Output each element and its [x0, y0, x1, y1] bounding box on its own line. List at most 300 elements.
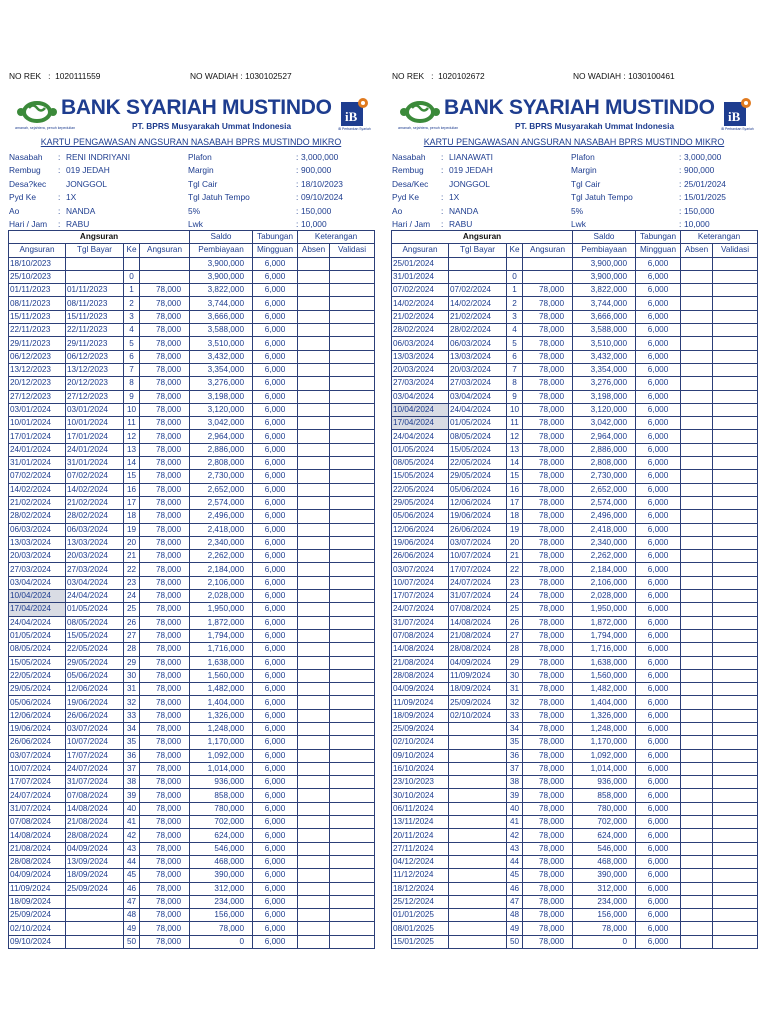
cell-validasi: [330, 789, 375, 802]
cell-angsuran-date: 29/05/2024: [9, 683, 66, 696]
cell-angsuran-date: 14/08/2024: [9, 829, 66, 842]
nasabah-value: LIANAWATI: [449, 152, 493, 162]
cell-ke: 48: [124, 909, 140, 922]
cell-validasi: [713, 257, 758, 270]
cell-angsuran: 78,000: [140, 909, 190, 922]
cell-absen: [681, 350, 713, 363]
cell-validasi: [713, 443, 758, 456]
table-row: [392, 696, 758, 709]
cell-tgl-bayar: 08/05/2024: [66, 616, 124, 629]
colon: :: [441, 165, 444, 176]
cell-mingguan: 6,000: [253, 816, 298, 829]
hari-jam-label: Hari / Jam: [9, 218, 48, 229]
cell-ke: 36: [124, 749, 140, 762]
table-row: [392, 390, 758, 403]
cell-tgl-bayar: [449, 935, 507, 948]
cell-saldo: 3,042,000: [190, 417, 253, 430]
cell-mingguan: 6,000: [636, 855, 681, 868]
cell-mingguan: 6,000: [253, 443, 298, 456]
cell-angsuran: 78,000: [523, 563, 573, 576]
colon: :: [679, 192, 682, 203]
cell-mingguan: 6,000: [253, 656, 298, 669]
cell-angsuran: 78,000: [523, 350, 573, 363]
cell-tgl-bayar: 31/01/2024: [66, 457, 124, 470]
cell-absen: [298, 776, 330, 789]
cell-ke: 34: [124, 722, 140, 735]
cell-validasi: [330, 284, 375, 297]
cell-absen: [298, 576, 330, 589]
cell-angsuran: 78,000: [523, 457, 573, 470]
cell-angsuran-date: 25/09/2024: [392, 722, 449, 735]
cell-mingguan: 6,000: [253, 550, 298, 563]
ib-caption: iB Perbankan Syariah: [338, 127, 371, 131]
bank-logo-icon: [16, 96, 58, 130]
cell-angsuran: 78,000: [140, 789, 190, 802]
table-row: [392, 616, 758, 629]
cell-mingguan: 6,000: [636, 709, 681, 722]
header-tabungan: Tabungan: [636, 231, 681, 244]
nowadiah-label: NO WADIAH : 1030102527: [190, 71, 292, 81]
cell-saldo: 3,744,000: [573, 297, 636, 310]
table-row: [392, 430, 758, 443]
ib-caption: iB Perbankan Syariah: [721, 127, 754, 131]
cell-angsuran: 78,000: [523, 882, 573, 895]
cell-saldo: 1,872,000: [190, 616, 253, 629]
cell-tgl-bayar: 13/03/2024: [449, 350, 507, 363]
cell-validasi: [330, 403, 375, 416]
cell-saldo: 1,482,000: [190, 683, 253, 696]
cell-ke: 16: [507, 483, 523, 496]
cell-ke: 7: [124, 363, 140, 376]
table-row: [392, 270, 758, 283]
table-row: [9, 417, 375, 430]
cell-absen: [681, 816, 713, 829]
cell-absen: [298, 736, 330, 749]
cell-absen: [681, 536, 713, 549]
cell-saldo: 2,106,000: [190, 576, 253, 589]
cell-saldo: 2,808,000: [190, 457, 253, 470]
bank-logo-icon: [399, 96, 441, 130]
cell-ke: 12: [507, 430, 523, 443]
cell-ke: 37: [124, 762, 140, 775]
cell-saldo: 0: [573, 935, 636, 948]
cell-angsuran: 78,000: [140, 337, 190, 350]
cell-ke: 41: [507, 816, 523, 829]
cell-absen: [298, 909, 330, 922]
cell-validasi: [713, 297, 758, 310]
cell-mingguan: 6,000: [636, 603, 681, 616]
cell-tgl-bayar: 03/04/2024: [66, 576, 124, 589]
table-row: [9, 669, 375, 682]
cell-mingguan: 6,000: [253, 403, 298, 416]
cell-mingguan: 6,000: [636, 736, 681, 749]
cell-ke: 44: [124, 855, 140, 868]
cell-ke: 29: [507, 656, 523, 669]
cell-absen: [681, 656, 713, 669]
cell-validasi: [330, 696, 375, 709]
cell-absen: [298, 363, 330, 376]
table-row: [9, 576, 375, 589]
cell-tgl-bayar: 15/05/2024: [449, 443, 507, 456]
cell-saldo: 3,042,000: [573, 417, 636, 430]
cell-tgl-bayar: 28/02/2024: [66, 510, 124, 523]
cell-angsuran-date: 21/08/2024: [9, 842, 66, 855]
cell-mingguan: 6,000: [253, 802, 298, 815]
cell-absen: [298, 895, 330, 908]
header-tabungan: Tabungan: [253, 231, 298, 244]
cell-absen: [681, 829, 713, 842]
cell-ke: 40: [507, 802, 523, 815]
cell-absen: [681, 669, 713, 682]
cell-ke: 15: [507, 470, 523, 483]
cell-ke: 42: [124, 829, 140, 842]
cell-validasi: [330, 563, 375, 576]
cell-tgl-bayar: [449, 257, 507, 270]
table-row: [392, 922, 758, 935]
cell-angsuran-date: 10/07/2024: [9, 762, 66, 775]
cell-saldo: 3,822,000: [573, 284, 636, 297]
cell-mingguan: 6,000: [253, 749, 298, 762]
cell-validasi: [330, 270, 375, 283]
cell-saldo: 3,276,000: [190, 377, 253, 390]
cell-angsuran: 78,000: [523, 470, 573, 483]
cell-absen: [298, 789, 330, 802]
table-row: [392, 643, 758, 656]
cell-ke: 11: [124, 417, 140, 430]
cell-mingguan: 6,000: [636, 350, 681, 363]
cell-mingguan: 6,000: [636, 696, 681, 709]
cell-absen: [298, 669, 330, 682]
cell-angsuran-date: 31/01/2024: [392, 270, 449, 283]
cell-mingguan: 6,000: [253, 842, 298, 855]
cell-tgl-bayar: [449, 802, 507, 815]
cell-tgl-bayar: [449, 816, 507, 829]
lwk-value: 10,000: [301, 218, 327, 229]
cell-angsuran-date: 25/01/2024: [392, 257, 449, 270]
cell-validasi: [330, 350, 375, 363]
cell-tgl-bayar: 13/12/2023: [66, 363, 124, 376]
cell-angsuran: 78,000: [140, 350, 190, 363]
cell-saldo: 234,000: [190, 895, 253, 908]
header-keterangan: Keterangan: [681, 231, 758, 244]
cell-absen: [681, 909, 713, 922]
cell-validasi: [713, 483, 758, 496]
table-row: [9, 802, 375, 815]
cell-angsuran: 78,000: [523, 789, 573, 802]
cell-ke: 47: [124, 895, 140, 908]
cell-validasi: [330, 669, 375, 682]
cell-angsuran: 78,000: [140, 656, 190, 669]
cell-tgl-bayar: 24/07/2024: [66, 762, 124, 775]
cell-ke: 45: [124, 869, 140, 882]
cell-saldo: 3,354,000: [190, 363, 253, 376]
cell-mingguan: 6,000: [636, 656, 681, 669]
table-row: [392, 629, 758, 642]
cell-absen: [298, 643, 330, 656]
cell-ke: 10: [124, 403, 140, 416]
cell-tgl-bayar: 19/06/2024: [66, 696, 124, 709]
cell-absen: [298, 683, 330, 696]
cell-angsuran: 78,000: [140, 749, 190, 762]
cell-mingguan: 6,000: [636, 922, 681, 935]
cell-saldo: 624,000: [190, 829, 253, 842]
cell-validasi: [713, 324, 758, 337]
cell-ke: 45: [507, 869, 523, 882]
table-row: [9, 270, 375, 283]
table-row: [392, 909, 758, 922]
cell-validasi: [330, 603, 375, 616]
cell-tgl-bayar: [449, 270, 507, 283]
table-row: [392, 882, 758, 895]
cell-angsuran: 78,000: [140, 776, 190, 789]
table-row: [9, 443, 375, 456]
table-row: [9, 935, 375, 948]
plafon-value: 3,000,000: [301, 152, 339, 162]
rembug-label: Rembug: [9, 165, 41, 176]
cell-validasi: [713, 377, 758, 390]
cell-angsuran: 78,000: [140, 297, 190, 310]
cell-absen: [298, 869, 330, 882]
cell-angsuran: 78,000: [523, 483, 573, 496]
cell-tgl-bayar: 27/12/2023: [66, 390, 124, 403]
cell-angsuran-date: 02/10/2024: [9, 922, 66, 935]
cell-angsuran-date: 27/12/2023: [9, 390, 66, 403]
cell-saldo: 936,000: [573, 776, 636, 789]
cell-saldo: 0: [190, 935, 253, 948]
cell-angsuran-date: 08/05/2024: [9, 643, 66, 656]
cell-validasi: [330, 882, 375, 895]
cell-angsuran: 78,000: [523, 895, 573, 908]
cell-validasi: [713, 736, 758, 749]
cell-mingguan: 6,000: [636, 816, 681, 829]
cell-validasi: [713, 337, 758, 350]
cell-mingguan: 6,000: [636, 669, 681, 682]
cell-tgl-bayar: 10/07/2024: [449, 550, 507, 563]
table-row: [392, 550, 758, 563]
card-title: KARTU PENGAWASAN ANGSURAN NASABAH BPRS MUSTINDO MIKRO: [423, 137, 725, 147]
cell-absen: [298, 749, 330, 762]
cell-angsuran: 78,000: [523, 284, 573, 297]
cell-angsuran: 78,000: [140, 377, 190, 390]
cell-angsuran: 78,000: [523, 736, 573, 749]
table-row: [9, 563, 375, 576]
cell-saldo: 2,886,000: [573, 443, 636, 456]
cell-validasi: [713, 842, 758, 855]
cell-angsuran-date: 18/09/2024: [392, 709, 449, 722]
cell-saldo: 2,574,000: [573, 496, 636, 509]
cell-angsuran-date: 15/01/2025: [392, 935, 449, 948]
cell-ke: 23: [124, 576, 140, 589]
cell-absen: [681, 643, 713, 656]
colon: :: [296, 218, 299, 229]
cell-tgl-bayar: 24/04/2024: [449, 403, 507, 416]
table-row: [392, 656, 758, 669]
bank-subtitle: PT. BPRS Musyarakah Ummat Indonesia: [132, 121, 292, 131]
cell-angsuran: [140, 257, 190, 270]
cell-absen: [681, 762, 713, 775]
cell-mingguan: 6,000: [253, 284, 298, 297]
cell-angsuran: 78,000: [140, 563, 190, 576]
cell-tgl-bayar: 29/11/2023: [66, 337, 124, 350]
cell-saldo: 2,964,000: [573, 430, 636, 443]
norek-value: 1020111559: [55, 71, 101, 81]
cell-validasi: [713, 829, 758, 842]
cell-mingguan: 6,000: [253, 616, 298, 629]
rembug-value: 019 JEDAH: [66, 165, 110, 176]
cell-ke: 18: [507, 510, 523, 523]
cell-saldo: 2,418,000: [190, 523, 253, 536]
cell-ke: 40: [124, 802, 140, 815]
cell-tgl-bayar: 12/06/2024: [66, 683, 124, 696]
cell-angsuran-date: 28/02/2024: [392, 324, 449, 337]
cell-saldo: 2,652,000: [190, 483, 253, 496]
pyd-ke-label: Pyd Ke: [9, 192, 37, 203]
cell-angsuran: 78,000: [523, 922, 573, 935]
cell-validasi: [330, 470, 375, 483]
cell-mingguan: 6,000: [636, 536, 681, 549]
cell-mingguan: 6,000: [253, 430, 298, 443]
cell-tgl-bayar: 05/06/2024: [66, 669, 124, 682]
cell-absen: [298, 430, 330, 443]
cell-saldo: 1,872,000: [573, 616, 636, 629]
colon: :: [58, 152, 61, 162]
cell-tgl-bayar: 14/02/2024: [66, 483, 124, 496]
table-row: [392, 443, 758, 456]
table-subheader-row: [392, 244, 758, 257]
cell-validasi: [713, 457, 758, 470]
cell-ke: 46: [124, 882, 140, 895]
cell-angsuran-date: 04/12/2024: [392, 855, 449, 868]
cell-tgl-bayar: [449, 922, 507, 935]
cell-validasi: [713, 496, 758, 509]
cell-ke: 46: [507, 882, 523, 895]
cell-validasi: [330, 869, 375, 882]
cell-absen: [298, 270, 330, 283]
cell-absen: [298, 297, 330, 310]
margin-amount: 150,000: [684, 205, 715, 216]
table-row: [392, 510, 758, 523]
cell-validasi: [713, 882, 758, 895]
cell-angsuran: 78,000: [140, 536, 190, 549]
table-row: [392, 377, 758, 390]
cell-absen: [298, 816, 330, 829]
cell-angsuran: 78,000: [523, 576, 573, 589]
cell-tgl-bayar: [449, 789, 507, 802]
table-row: [9, 470, 375, 483]
cell-mingguan: 6,000: [253, 457, 298, 470]
cell-saldo: 1,482,000: [573, 683, 636, 696]
cell-tgl-bayar: 14/08/2024: [66, 802, 124, 815]
header-mingguan: Mingguan: [636, 244, 681, 257]
cell-angsuran-date: 09/10/2024: [9, 935, 66, 948]
cell-saldo: 1,404,000: [573, 696, 636, 709]
cell-saldo: 3,900,000: [190, 257, 253, 270]
cell-tgl-bayar: 06/12/2023: [66, 350, 124, 363]
cell-angsuran: 78,000: [140, 935, 190, 948]
card-title: KARTU PENGAWASAN ANGSURAN NASABAH BPRS MUSTINDO MIKRO: [40, 137, 342, 147]
table-row: [392, 869, 758, 882]
cell-mingguan: 6,000: [636, 496, 681, 509]
table-row: [392, 776, 758, 789]
cell-ke: 26: [124, 616, 140, 629]
table-row: [9, 709, 375, 722]
cell-angsuran-date: 24/01/2024: [9, 443, 66, 456]
cell-tgl-bayar: 10/07/2024: [66, 736, 124, 749]
colon: :: [679, 152, 682, 162]
cell-ke: 0: [507, 270, 523, 283]
cell-angsuran: 78,000: [523, 842, 573, 855]
cell-angsuran-date: 04/09/2024: [392, 683, 449, 696]
table-row: [392, 855, 758, 868]
cell-angsuran: 78,000: [523, 669, 573, 682]
norek-label: NO REK : 1020111559: [9, 71, 101, 81]
cell-validasi: [330, 842, 375, 855]
cell-absen: [298, 696, 330, 709]
cell-tgl-bayar: [449, 749, 507, 762]
cell-mingguan: 6,000: [253, 310, 298, 323]
cell-angsuran: 78,000: [523, 523, 573, 536]
cell-absen: [298, 722, 330, 735]
cell-angsuran: 78,000: [140, 722, 190, 735]
cell-angsuran-date: 13/11/2024: [392, 816, 449, 829]
cell-angsuran: 78,000: [523, 297, 573, 310]
plafon-label: Plafon: [188, 152, 212, 162]
cell-absen: [298, 257, 330, 270]
cell-saldo: 390,000: [573, 869, 636, 882]
table-row: [392, 297, 758, 310]
cell-angsuran: [523, 270, 573, 283]
cell-angsuran: 78,000: [523, 802, 573, 815]
cell-angsuran-date: 13/03/2024: [392, 350, 449, 363]
cell-mingguan: 6,000: [253, 669, 298, 682]
cell-ke: 39: [507, 789, 523, 802]
cell-tgl-bayar: [66, 270, 124, 283]
cell-angsuran-date: 17/01/2024: [9, 430, 66, 443]
cell-ke: 30: [124, 669, 140, 682]
cell-tgl-bayar: 13/09/2024: [66, 855, 124, 868]
cell-mingguan: 6,000: [636, 842, 681, 855]
cell-tgl-bayar: [449, 895, 507, 908]
cell-tgl-bayar: [449, 869, 507, 882]
cell-angsuran: 78,000: [523, 696, 573, 709]
cell-tgl-bayar: 03/01/2024: [66, 403, 124, 416]
table-row: [392, 496, 758, 509]
colon: :: [679, 218, 682, 229]
cell-mingguan: 6,000: [636, 749, 681, 762]
cell-saldo: 3,666,000: [190, 310, 253, 323]
cell-angsuran-date: 20/11/2024: [392, 829, 449, 842]
cell-angsuran: 78,000: [523, 324, 573, 337]
cell-saldo: 1,794,000: [573, 629, 636, 642]
cell-absen: [298, 709, 330, 722]
cell-mingguan: 6,000: [253, 324, 298, 337]
cell-angsuran-date: 15/11/2023: [9, 310, 66, 323]
nasabah-value: RENI INDRIYANI: [66, 152, 131, 162]
cell-angsuran-date: 25/12/2024: [392, 895, 449, 908]
ao-value: NANDA: [449, 205, 479, 216]
cell-mingguan: 6,000: [253, 789, 298, 802]
cell-angsuran-date: 17/07/2024: [9, 776, 66, 789]
cell-saldo: 2,886,000: [190, 443, 253, 456]
cell-angsuran: 78,000: [523, 935, 573, 948]
header-tgl-bayar: Tgl Bayar: [66, 244, 124, 257]
cell-saldo: 3,354,000: [573, 363, 636, 376]
cell-mingguan: 6,000: [253, 350, 298, 363]
cell-absen: [298, 417, 330, 430]
cell-angsuran: 78,000: [523, 443, 573, 456]
cell-saldo: 1,326,000: [190, 709, 253, 722]
cell-tgl-bayar: [449, 882, 507, 895]
